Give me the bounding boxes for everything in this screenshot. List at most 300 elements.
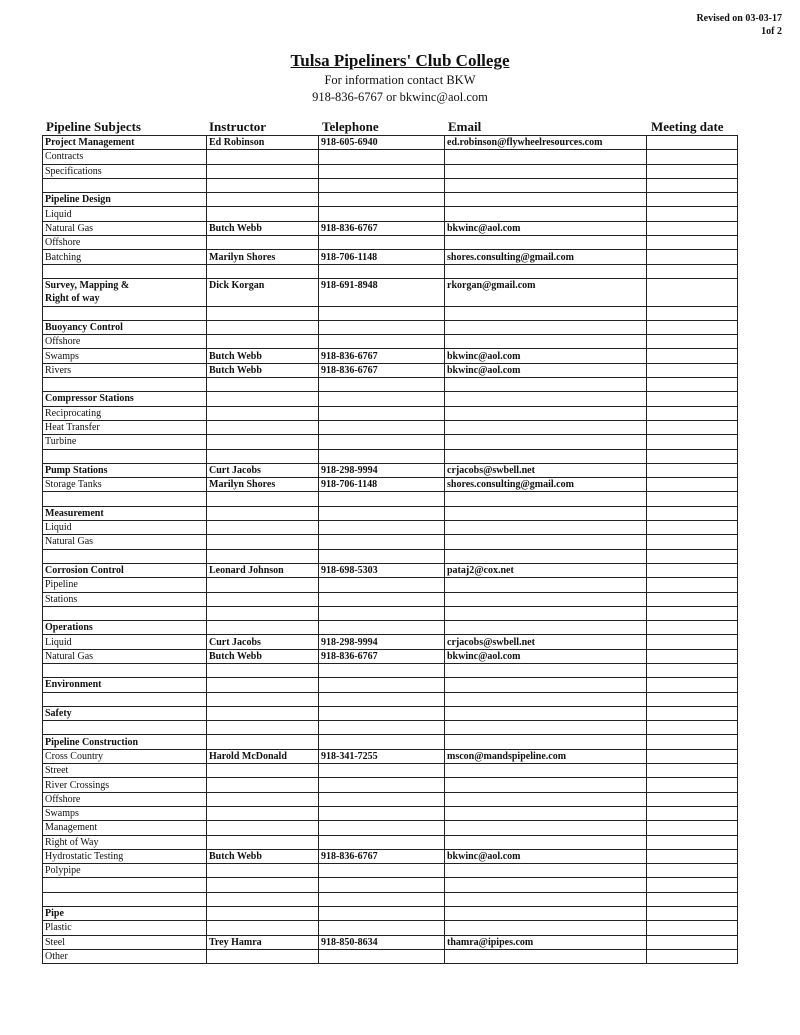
telephone-cell: 918-836-6767 <box>319 649 445 663</box>
email-cell <box>445 236 647 250</box>
email-cell: crjacobs@swbell.net <box>445 463 647 477</box>
meeting-date-cell <box>647 635 738 649</box>
instructor-cell <box>207 335 319 349</box>
subject-cell <box>43 178 207 192</box>
instructor-cell <box>207 236 319 250</box>
table-row <box>43 678 738 692</box>
subject-cell: Operations <box>43 621 207 635</box>
telephone-cell: 918-341-7255 <box>319 749 445 763</box>
instructor-cell <box>207 178 319 192</box>
subject-cell: Safety <box>43 706 207 720</box>
email-cell <box>445 835 647 849</box>
instructor-cell <box>207 592 319 606</box>
telephone-cell <box>319 606 445 620</box>
subject-cell <box>43 264 207 278</box>
meeting-date-cell <box>647 749 738 763</box>
email-cell <box>445 335 647 349</box>
instructor-cell <box>207 778 319 792</box>
email-cell <box>445 292 647 306</box>
telephone-cell <box>319 764 445 778</box>
meeting-date-cell <box>647 193 738 207</box>
subject-cell: Project Management <box>43 136 207 150</box>
subject-cell: Right of Way <box>43 835 207 849</box>
instructor-cell <box>207 721 319 735</box>
instructor-cell <box>207 492 319 506</box>
subject-cell: Turbine <box>43 435 207 449</box>
instructor-cell <box>207 164 319 178</box>
email-cell <box>445 420 647 434</box>
meeting-date-cell <box>647 835 738 849</box>
table-row <box>43 878 738 892</box>
subject-cell: Measurement <box>43 506 207 520</box>
instructor-cell <box>207 378 319 392</box>
email-cell <box>445 264 647 278</box>
table-row <box>43 392 738 406</box>
meeting-date-cell <box>647 292 738 306</box>
column-header-instructor: Instructor <box>209 119 267 134</box>
meeting-date-cell <box>647 563 738 577</box>
meeting-date-cell <box>647 335 738 349</box>
instructor-cell <box>207 207 319 221</box>
subject-cell: Reciprocating <box>43 406 207 420</box>
column-header-meeting-date: Meeting date <box>651 119 724 134</box>
telephone-cell <box>319 621 445 635</box>
instructor-cell <box>207 193 319 207</box>
table-row <box>43 164 738 178</box>
instructor-cell: Trey Hamra <box>207 935 319 949</box>
meeting-date-cell <box>647 949 738 963</box>
table-row <box>43 335 738 349</box>
instructor-cell <box>207 735 319 749</box>
instructor-cell <box>207 292 319 306</box>
meeting-date-cell <box>647 921 738 935</box>
table-row <box>43 935 738 949</box>
subject-cell <box>43 549 207 563</box>
course-table-body <box>43 136 738 964</box>
telephone-cell <box>319 792 445 806</box>
table-row <box>43 563 738 577</box>
table-row <box>43 236 738 250</box>
telephone-cell <box>319 535 445 549</box>
subject-cell: Other <box>43 949 207 963</box>
table-row <box>43 921 738 935</box>
table-row <box>43 406 738 420</box>
meeting-date-cell <box>647 506 738 520</box>
meeting-date-cell <box>647 250 738 264</box>
meeting-date-cell <box>647 792 738 806</box>
email-cell <box>445 949 647 963</box>
table-row <box>43 806 738 820</box>
instructor-cell: Leonard Johnson <box>207 563 319 577</box>
instructor-cell <box>207 692 319 706</box>
email-cell <box>445 535 647 549</box>
subject-cell <box>43 378 207 392</box>
email-cell <box>445 892 647 906</box>
meeting-date-cell <box>647 463 738 477</box>
table-row <box>43 178 738 192</box>
telephone-cell <box>319 806 445 820</box>
telephone-cell <box>319 892 445 906</box>
table-row <box>43 764 738 778</box>
table-row <box>43 435 738 449</box>
contact-line: For information contact BKW <box>324 73 476 87</box>
telephone-cell <box>319 178 445 192</box>
meeting-date-cell <box>647 278 738 292</box>
meeting-date-cell <box>647 150 738 164</box>
meeting-date-cell <box>647 735 738 749</box>
subject-cell: Pipeline Construction <box>43 735 207 749</box>
telephone-cell <box>319 449 445 463</box>
subject-cell: Liquid <box>43 207 207 221</box>
subject-cell: Cross Country <box>43 749 207 763</box>
instructor-cell <box>207 435 319 449</box>
instructor-cell <box>207 921 319 935</box>
table-row <box>43 907 738 921</box>
meeting-date-cell <box>647 649 738 663</box>
subject-cell: Steel <box>43 935 207 949</box>
meeting-date-cell <box>647 864 738 878</box>
table-row <box>43 864 738 878</box>
telephone-cell: 918-298-9994 <box>319 635 445 649</box>
email-cell <box>445 821 647 835</box>
instructor-cell <box>207 678 319 692</box>
instructor-cell <box>207 406 319 420</box>
table-row <box>43 849 738 863</box>
subject-cell: Heat Transfer <box>43 420 207 434</box>
table-row <box>43 521 738 535</box>
telephone-cell: 918-706-1148 <box>319 250 445 264</box>
telephone-cell <box>319 193 445 207</box>
table-row <box>43 778 738 792</box>
instructor-cell <box>207 606 319 620</box>
telephone-cell <box>319 907 445 921</box>
email-cell <box>445 178 647 192</box>
table-row <box>43 578 738 592</box>
email-cell <box>445 663 647 677</box>
table-row <box>43 478 738 492</box>
instructor-cell <box>207 792 319 806</box>
meeting-date-cell <box>647 521 738 535</box>
telephone-cell: 918-605-6940 <box>319 136 445 150</box>
table-row <box>43 420 738 434</box>
email-cell <box>445 878 647 892</box>
revised-date: Revised on 03-03-17 <box>696 13 782 24</box>
meeting-date-cell <box>647 821 738 835</box>
telephone-cell: 918-298-9994 <box>319 463 445 477</box>
meeting-date-cell <box>647 907 738 921</box>
telephone-cell: 918-836-6767 <box>319 221 445 235</box>
subject-cell: Offshore <box>43 335 207 349</box>
table-row <box>43 264 738 278</box>
email-cell <box>445 621 647 635</box>
meeting-date-cell <box>647 549 738 563</box>
telephone-cell <box>319 207 445 221</box>
meeting-date-cell <box>647 621 738 635</box>
subject-cell: Pipeline <box>43 578 207 592</box>
telephone-cell: 918-706-1148 <box>319 478 445 492</box>
email-cell <box>445 864 647 878</box>
email-cell <box>445 921 647 935</box>
email-cell: bkwinc@aol.com <box>445 221 647 235</box>
email-cell: mscon@mandspipeline.com <box>445 749 647 763</box>
table-row <box>43 506 738 520</box>
instructor-cell <box>207 706 319 720</box>
table-row <box>43 449 738 463</box>
email-cell: bkwinc@aol.com <box>445 649 647 663</box>
subject-cell: Hydrostatic Testing <box>43 849 207 863</box>
revision-info <box>696 12 782 38</box>
email-cell <box>445 449 647 463</box>
subject-cell: Natural Gas <box>43 221 207 235</box>
subject-cell: Liquid <box>43 635 207 649</box>
telephone-cell <box>319 821 445 835</box>
meeting-date-cell <box>647 420 738 434</box>
email-cell: thamra@ipipes.com <box>445 935 647 949</box>
table-row <box>43 692 738 706</box>
table-row <box>43 535 738 549</box>
email-cell <box>445 792 647 806</box>
email-cell: shores.consulting@gmail.com <box>445 250 647 264</box>
table-row <box>43 892 738 906</box>
subject-cell: Pump Stations <box>43 463 207 477</box>
instructor-cell <box>207 420 319 434</box>
instructor-cell <box>207 521 319 535</box>
instructor-cell <box>207 150 319 164</box>
subject-cell: Rivers <box>43 363 207 377</box>
subject-cell: Offshore <box>43 236 207 250</box>
subject-cell: Corrosion Control <box>43 563 207 577</box>
subject-cell <box>43 692 207 706</box>
meeting-date-cell <box>647 449 738 463</box>
table-row <box>43 193 738 207</box>
instructor-cell: Butch Webb <box>207 649 319 663</box>
table-row <box>43 592 738 606</box>
email-cell <box>445 320 647 334</box>
telephone-cell <box>319 420 445 434</box>
subject-cell <box>43 492 207 506</box>
meeting-date-cell <box>647 136 738 150</box>
instructor-cell: Butch Webb <box>207 363 319 377</box>
table-row <box>43 635 738 649</box>
table-row <box>43 721 738 735</box>
telephone-cell <box>319 292 445 306</box>
table-row <box>43 349 738 363</box>
email-cell <box>445 549 647 563</box>
meeting-date-cell <box>647 264 738 278</box>
meeting-date-cell <box>647 578 738 592</box>
instructor-cell <box>207 392 319 406</box>
telephone-cell <box>319 392 445 406</box>
instructor-cell <box>207 949 319 963</box>
instructor-cell <box>207 535 319 549</box>
table-row <box>43 207 738 221</box>
subject-cell: River Crossings <box>43 778 207 792</box>
telephone-cell <box>319 264 445 278</box>
email-cell <box>445 392 647 406</box>
telephone-cell <box>319 406 445 420</box>
table-row <box>43 221 738 235</box>
subject-cell: Right of way <box>43 292 207 306</box>
instructor-cell <box>207 821 319 835</box>
instructor-cell: Curt Jacobs <box>207 463 319 477</box>
meeting-date-cell <box>647 535 738 549</box>
telephone-cell <box>319 864 445 878</box>
email-cell <box>445 806 647 820</box>
subject-cell: Plastic <box>43 921 207 935</box>
meeting-date-cell <box>647 663 738 677</box>
page-count: 1of 2 <box>761 26 782 37</box>
instructor-cell <box>207 835 319 849</box>
meeting-date-cell <box>647 764 738 778</box>
email-cell <box>445 907 647 921</box>
subject-cell <box>43 606 207 620</box>
telephone-cell: 918-836-6767 <box>319 349 445 363</box>
telephone-cell <box>319 678 445 692</box>
meeting-date-cell <box>647 935 738 949</box>
meeting-date-cell <box>647 392 738 406</box>
subject-cell: Compressor Stations <box>43 392 207 406</box>
telephone-cell: 918-691-8948 <box>319 278 445 292</box>
email-cell <box>445 778 647 792</box>
telephone-cell <box>319 735 445 749</box>
instructor-cell <box>207 306 319 320</box>
instructor-cell: Butch Webb <box>207 349 319 363</box>
instructor-cell <box>207 320 319 334</box>
meeting-date-cell <box>647 406 738 420</box>
table-row <box>43 735 738 749</box>
subject-cell <box>43 663 207 677</box>
table-row <box>43 463 738 477</box>
email-cell: crjacobs@swbell.net <box>445 635 647 649</box>
instructor-cell <box>207 621 319 635</box>
subject-cell <box>43 449 207 463</box>
subject-cell: Liquid <box>43 521 207 535</box>
table-row <box>43 621 738 635</box>
table-row <box>43 949 738 963</box>
email-cell: ed.robinson@flywheelresources.com <box>445 136 647 150</box>
subject-cell: Pipe <box>43 907 207 921</box>
instructor-cell <box>207 892 319 906</box>
instructor-cell <box>207 449 319 463</box>
email-cell <box>445 193 647 207</box>
table-row <box>43 306 738 320</box>
email-cell <box>445 435 647 449</box>
meeting-date-cell <box>647 592 738 606</box>
telephone-cell <box>319 521 445 535</box>
email-cell: bkwinc@aol.com <box>445 349 647 363</box>
email-cell: bkwinc@aol.com <box>445 849 647 863</box>
meeting-date-cell <box>647 892 738 906</box>
subject-cell: Offshore <box>43 792 207 806</box>
telephone-cell <box>319 335 445 349</box>
email-cell <box>445 207 647 221</box>
email-cell: bkwinc@aol.com <box>445 363 647 377</box>
subject-cell: Natural Gas <box>43 649 207 663</box>
telephone-cell <box>319 236 445 250</box>
instructor-cell <box>207 907 319 921</box>
table-row <box>43 549 738 563</box>
meeting-date-cell <box>647 178 738 192</box>
subject-cell: Street <box>43 764 207 778</box>
email-cell <box>445 578 647 592</box>
telephone-cell <box>319 320 445 334</box>
subject-cell: Survey, Mapping & <box>43 278 207 292</box>
subject-cell: Environment <box>43 678 207 692</box>
email-cell <box>445 521 647 535</box>
email-cell <box>445 306 647 320</box>
subject-cell: Stations <box>43 592 207 606</box>
telephone-cell: 918-836-6767 <box>319 849 445 863</box>
contact-details: 918-836-6767 or bkwinc@aol.com <box>312 90 488 104</box>
meeting-date-cell <box>647 349 738 363</box>
telephone-cell <box>319 578 445 592</box>
subject-cell <box>43 892 207 906</box>
meeting-date-cell <box>647 706 738 720</box>
table-row <box>43 378 738 392</box>
instructor-cell <box>207 864 319 878</box>
email-cell <box>445 406 647 420</box>
column-header-subjects: Pipeline Subjects <box>46 119 141 134</box>
instructor-cell <box>207 549 319 563</box>
meeting-date-cell <box>647 221 738 235</box>
email-cell <box>445 592 647 606</box>
subject-cell: Management <box>43 821 207 835</box>
email-cell <box>445 764 647 778</box>
table-row <box>43 363 738 377</box>
meeting-date-cell <box>647 378 738 392</box>
table-row <box>43 663 738 677</box>
meeting-date-cell <box>647 478 738 492</box>
telephone-cell <box>319 506 445 520</box>
meeting-date-cell <box>647 806 738 820</box>
table-row <box>43 792 738 806</box>
meeting-date-cell <box>647 606 738 620</box>
email-cell: rkorgan@gmail.com <box>445 278 647 292</box>
meeting-date-cell <box>647 207 738 221</box>
course-table <box>42 135 738 964</box>
instructor-cell <box>207 506 319 520</box>
meeting-date-cell <box>647 320 738 334</box>
subject-cell: Buoyancy Control <box>43 320 207 334</box>
instructor-cell: Dick Korgan <box>207 278 319 292</box>
table-row <box>43 136 738 150</box>
telephone-cell <box>319 778 445 792</box>
subject-cell <box>43 721 207 735</box>
subject-cell <box>43 878 207 892</box>
table-row <box>43 320 738 334</box>
meeting-date-cell <box>647 878 738 892</box>
instructor-cell: Ed Robinson <box>207 136 319 150</box>
instructor-cell <box>207 878 319 892</box>
meeting-date-cell <box>647 363 738 377</box>
email-cell: pataj2@cox.net <box>445 563 647 577</box>
table-row <box>43 150 738 164</box>
telephone-cell <box>319 921 445 935</box>
telephone-cell <box>319 592 445 606</box>
telephone-cell: 918-698-5303 <box>319 563 445 577</box>
table-row <box>43 606 738 620</box>
meeting-date-cell <box>647 236 738 250</box>
meeting-date-cell <box>647 164 738 178</box>
telephone-cell <box>319 878 445 892</box>
subject-cell: Pipeline Design <box>43 193 207 207</box>
email-cell <box>445 492 647 506</box>
telephone-cell <box>319 492 445 506</box>
email-cell <box>445 735 647 749</box>
telephone-cell <box>319 378 445 392</box>
column-header-email: Email <box>448 119 482 134</box>
instructor-cell: Harold McDonald <box>207 749 319 763</box>
